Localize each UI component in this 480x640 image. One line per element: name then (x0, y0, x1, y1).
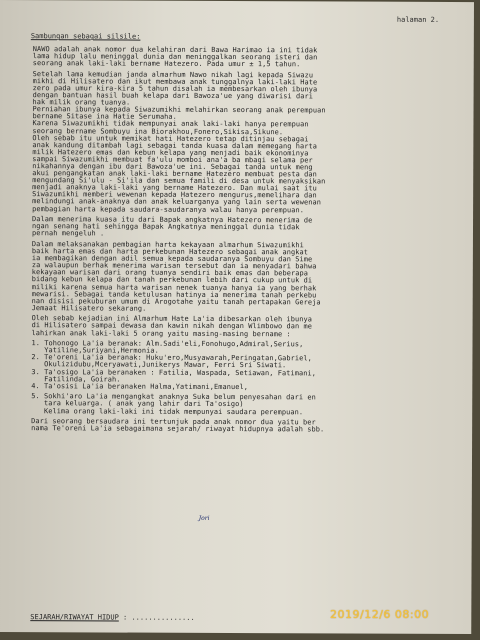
text-line: Jemaat Hilisatero sekarang. (31, 303, 147, 313)
text-line: Siwazumikhi memberi wewenan kepada Hatezero mengurus,memelihara dan (32, 190, 317, 200)
footer-line (30, 613, 194, 622)
text-line: mikhi di Hilisatero dan ikut membawa anak tunggalnya laki-laki Hate (32, 77, 318, 87)
handwritten-signature-mark: Jori (198, 514, 210, 522)
text-line: Dari seorang bersaudara ini tertunjuk pada anak nomor dua yaitu ber (31, 417, 316, 427)
text-line: lama hidup lalu meninggal dunia dan meninggalkan seorang isteri dan (32, 52, 318, 62)
text-line: ia membagikan dengan adil semua kepada saudaranya Sombuyu dan Sime (31, 254, 313, 264)
text-line: nama Te'oreni La'ia sebagaimana sejarah/ riwayat hidupnya adalah sbb. (31, 424, 325, 434)
text-line: miliki karena semua harta warisan nenek tuanya hanya ia yang berhak (31, 282, 317, 292)
text-line: sampai Siwazumikhi membuat fa'ulu momboi ana'a ba mbagi selama per (32, 155, 313, 165)
text-line: Dalam menerima kuasa itu dari Bapak angkatnya Hatezero menerima de (32, 215, 313, 225)
text-line: Okulizidubu,Mceryawati,Junikerys Mawar, Ferri Sri Siwati. (31, 360, 287, 370)
text-line: NAWO adalah anak nomor dua kelahiran dari Bawa Harimao ia ini tidak (32, 45, 318, 55)
text-line: ngan senang hati sehingga Bapak Angkatnya meninggal dunia tidak (31, 222, 300, 232)
photo-timestamp: 2019/12/6 08:00 (330, 608, 430, 621)
text-line: za walaupun berhak menerima warisan tersebut dan ia menyadari bahwa (31, 261, 317, 271)
text-line: Fatilinda, Goirah. (31, 374, 121, 384)
text-line: Yatiline,Suriyani,Hermonia. (31, 346, 159, 355)
text-line: Dalam melaksanakan pembagian harta kekayaan almarhum Siwazumikhi (31, 240, 304, 250)
text-line: akui pengangkatan anak laki-laki bername Hatezero membuat pesta dan (32, 169, 317, 179)
text-line: 3. Ta'osigo La'ia beranaken : Fatilia, Waspada, Setiawan, Fatimani, (31, 367, 317, 377)
text-line: mewarisi. Sebagai tanda ketulusan hatinya ia menerima tanah perkebu (31, 289, 317, 299)
text-line: melindungi anak-anaknya dan anak keluarganya yang lain serta wewenan (32, 197, 322, 207)
text-line: di Hilisatero sampai dewasa dan kawin nikah dengan Wlimbowo dan me (31, 321, 313, 331)
footer-label: SEJARAH/RIWAYAT HIDUP (30, 613, 119, 622)
text-line: Kelima orang laki-laki ini tidak mempunyai saudara perempuan. (31, 406, 304, 416)
text-line: dengan bantuan hasil buah kelapa dari Bawoza'ue yang diwarisi dari (32, 91, 314, 101)
text-line: milik Hatezero emas dan kebun kelapa yang menjadi baik ekonominya (32, 147, 309, 158)
text-line: mengundang Si'ulu - Si'ila dan semua famili di desa untuk menyaksikan (32, 176, 326, 186)
text-line: seorang bername Sombuyu ina Biorakhou,Fonero,Sikisa,Sikune. (32, 126, 284, 136)
section-heading: Sambungan sebagai silsile: (30, 32, 141, 41)
document-body (31, 46, 463, 434)
text-line: bername Sitase ina Hatie Serumaha. (32, 112, 177, 122)
text-line: lahirkan anak laki-laki 5 orang yaitu masing-masing bername : (31, 328, 291, 338)
text-line: menjadi anaknya laki-laki yang bername Hatezero. Dan mulai saat itu (32, 183, 317, 193)
text-line: 2. Te'oreni La'ia beranak: Huku'ero,Musyawarah,Peringatan,Gabriel, (31, 353, 312, 363)
text-line: kekayaan warisan dari orang tuanya sendiri baik emas dan beberapa (31, 268, 308, 278)
text-line: Oleh sebab itu untuk memikat hati Hatezero tetap ditinjau sebagai (32, 133, 309, 143)
text-line: anak kandung ditambah lagi sebagai tanda kuasa dalam memegang harta (32, 140, 318, 151)
text-line: tara keluarga. ( anak yang lahir dari Ta'osigo) (31, 399, 244, 409)
text-line: pernah mengeluh . (31, 229, 105, 238)
text-line: hak milik orang tuanya. (32, 98, 131, 107)
text-line: 4. Ta'osisi La'ia beranaken Halma,Yatimani,Emanuel, (31, 381, 249, 391)
text-line: seorang anak laki-laki bername Hatezero. Pada umur ± 1,5 tahun. (32, 59, 301, 69)
text-line: 5. Sokhi'aro La'ia mengangkat anaknya Suka belum penyesahan dari en (31, 392, 316, 402)
text-line: Setelah lama kemudian janda almarhum Nawo nikah lagi kepada Siwazu (32, 69, 314, 80)
page-number: halaman 2. (396, 15, 440, 24)
text-line: Karena Siwazumikhi tidak mempunyai anak laki-laki hanya perempuan (32, 119, 309, 129)
text-line: 1. Tohonogo La'ia beranak: Alm.Sadi'eli,Fonohugo,Admiral,Serius, (31, 339, 304, 349)
text-line: Perniahan ibunya kepada Siwazumikhi melahirkan seorang anak perempuan (32, 105, 326, 115)
text-line: zero pada umur kira-kira 5 tahun disalah ia membesarkan oleh ibunya (32, 84, 318, 94)
text-line: nan disisi pekuburan umum di Arogotahe yaitu tanah pertapakan Gereja (31, 296, 321, 307)
text-line: pembagian harta kepada saudara-saudaranya walau hanya perempuan. (32, 204, 305, 214)
text-line: Oleh sebab kejadian ini Almarhum Hate La'ia dibesarkan oleh ibunya (31, 314, 313, 324)
text-line: nikahannya dengan ibu dari Bawoza'ue ini. Sebagai tanda untuk meng (32, 162, 313, 172)
footer-dots: : ............... (118, 613, 195, 622)
text-line: bidang kebun kelapa dan tanah perkebunan lebih dari cukup untuk di (31, 275, 313, 285)
text-line: baik harta emas dan harta perkebunan Hatezero sebagai anak angkat (31, 247, 309, 257)
